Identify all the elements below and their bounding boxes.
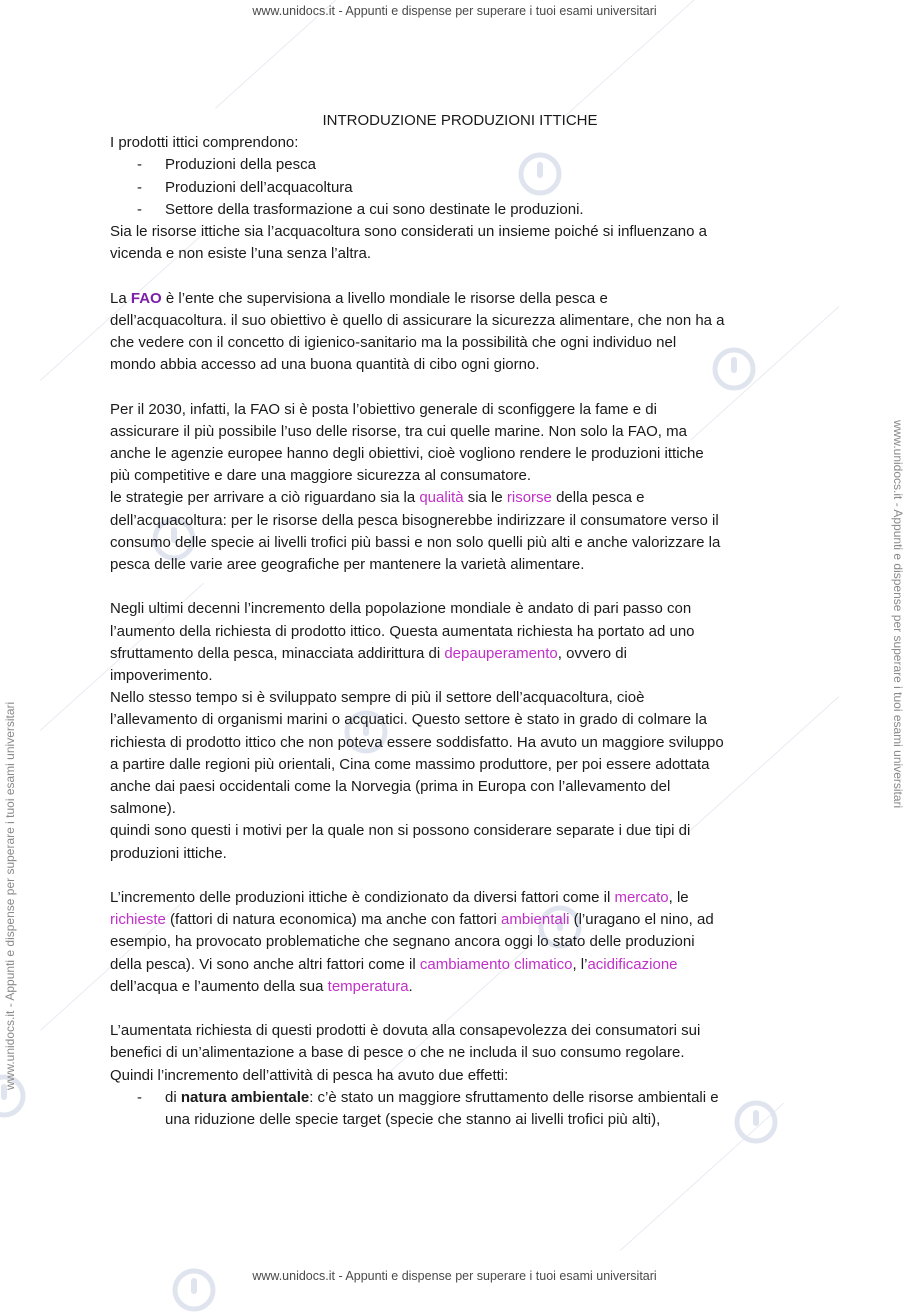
highlight-term: temperatura <box>327 977 409 995</box>
highlight-term: mercato <box>614 889 669 907</box>
side-banner-left[interactable]: www.unidocs.it - Appunti e dispense per superare i tuoi esami universitari <box>3 701 17 1090</box>
factors-paragraph-line: dell’acqua e l’aumento della sua temperatura. <box>110 977 413 995</box>
intro-paragraph-line: vicenda e non esiste l’una senza l’altra. <box>110 245 371 263</box>
goals-paragraph-line: assicurare il più possibile l’uso delle risorse, tra cui quelle marine. Non solo la FAO, ma <box>110 422 687 440</box>
decades-paragraph-line: l’aumento della richiesta di prodotto ittico. Questa aumentata richiesta ha portato ad uno <box>110 622 695 640</box>
highlight-term: ambientali <box>501 911 570 929</box>
spacer <box>110 865 810 887</box>
bullet-dash: - <box>137 156 142 174</box>
goals-paragraph-line: le strategie per arrivare a ciò riguardano sia la qualità sia le risorse della pesca e <box>110 489 645 507</box>
effects-list <box>110 1087 810 1131</box>
highlight-term: acidificazione <box>587 955 678 973</box>
decades-paragraph-line: Nello stesso tempo si è sviluppato sempre di più il settore dell’acquacoltura, cioè <box>110 689 645 707</box>
decades-paragraph-line: anche dai paesi occidentali come la Norvegia (prima in Europa con l’allevamento del <box>110 778 671 796</box>
bullet-dash: - <box>137 200 142 218</box>
list-item: - Settore della trasformazione a cui sono destinate le produzioni. <box>110 199 810 221</box>
highlight-term: risorse <box>506 489 552 507</box>
list-item: - Produzioni dell’acquacoltura <box>110 177 810 199</box>
bullet-dash: - <box>137 178 142 196</box>
factors-paragraph-line: della pesca). Vi sono anche altri fattori come il cambiamento climatico, l’acidificazione <box>110 955 678 973</box>
fao-paragraph-line: La FAO è l’ente che supervisiona a livello mondiale le risorse della pesca e <box>110 289 608 307</box>
watermark-line <box>560 0 724 121</box>
decades-paragraph-line: sfruttamento della pesca, minacciata addirittura di depauperamento, ovvero di <box>110 644 627 662</box>
decades-paragraph-line: impoverimento. <box>110 667 213 685</box>
demand-paragraph-line: benefici di un’alimentazione a base di pesce o che ne includa il suo consumo regolare. <box>110 1044 685 1062</box>
highlight-term: qualità <box>419 489 464 507</box>
bullet-dash: - <box>137 1088 142 1106</box>
highlight-term: depauperamento <box>444 644 558 662</box>
decades-paragraph-line: quindi sono questi i motivi per la quale non si possono considerare separate i due tipi di <box>110 822 691 840</box>
spacer <box>110 576 810 598</box>
demand-paragraph-line: L’aumentata richiesta di questi prodotti è dovuta alla consapevolezza dei consumatori sui <box>110 1022 701 1040</box>
spacer <box>110 998 810 1020</box>
spacer <box>110 376 810 398</box>
factors-paragraph-line: richieste (fattori di natura economica) ma anche con fattori ambientali (l’uragano el nino, ad <box>110 911 714 929</box>
fao-highlight: FAO <box>130 289 162 307</box>
intro-list <box>110 154 810 221</box>
goals-paragraph-line: dell’acquacoltura: per le risorse della pesca bisognerebbe indirizzare il consumatore verso il <box>110 511 719 529</box>
decades-paragraph-line: salmone). <box>110 800 176 818</box>
demand-paragraph-line: Quindi l’incremento dell’attività di pesca ha avuto due effetti: <box>110 1066 509 1084</box>
goals-paragraph-line: consumo delle specie ai livelli trofici più bassi e non solo quelli più alti e anche valorizzare la <box>110 533 721 551</box>
factors-paragraph-line: L’incremento delle produzioni ittiche è condizionato da diversi fattori come il mercato, le <box>110 889 689 907</box>
page-title: INTRODUZIONE PRODUZIONI ITTICHE <box>322 112 598 129</box>
fao-paragraph-line: che vedere con il concetto di igienico-sanitario ma la possibilità che ogni individuo nel <box>110 334 677 352</box>
intro-lead: I prodotti ittici comprendono: <box>110 134 299 152</box>
spacer <box>110 265 810 287</box>
highlight-term: richieste <box>110 911 166 929</box>
document-body <box>110 110 810 1131</box>
footer-banner[interactable]: www.unidocs.it - Appunti e dispense per superare i tuoi esami universitari <box>252 1269 657 1283</box>
list-item: - Produzioni della pesca <box>110 154 810 176</box>
intro-paragraph-line: Sia le risorse ittiche sia l’acquacoltura sono considerati un insieme poiché si influenzano a <box>110 223 707 241</box>
fao-paragraph-line: mondo abbia accesso ad una buona quantità di cibo ogni giorno. <box>110 356 540 374</box>
fao-paragraph-line: dell’acquacoltura. il suo obiettivo è quello di assicurare la sicurezza alimentare, che non ha a <box>110 311 725 329</box>
bold-term: natura ambientale <box>180 1088 310 1106</box>
goals-paragraph-line: anche le agenzie europee hanno degli obiettivi, cioè vogliono rendere le produzioni ittiche <box>110 445 704 463</box>
decades-paragraph-line: l’allevamento di organismi marini o acquatici. Questo settore è stato in grado di colmare la <box>110 711 707 729</box>
goals-paragraph-line: Per il 2030, infatti, la FAO si è posta l’obiettivo generale di sconfiggere la fame e di <box>110 400 657 418</box>
header-banner[interactable]: www.unidocs.it - Appunti e dispense per superare i tuoi esami universitari <box>252 4 657 18</box>
goals-paragraph-line: più competitive e dare una maggiore sicurezza al consumatore. <box>110 467 532 485</box>
goals-paragraph-line: pesca delle varie aree geografiche per mantenere la varietà alimentare. <box>110 556 585 574</box>
decades-paragraph-line: Negli ultimi decenni l’incremento della popolazione mondiale è andato di pari passo con <box>110 600 692 618</box>
highlight-term: cambiamento climatico <box>419 955 573 973</box>
decades-paragraph-line: a partire dalle regioni più orientali, Cina come massimo produttore, per poi essere adottata <box>110 755 710 773</box>
decades-paragraph-line: richiesta di prodotto ittico che non poteva essere soddisfatto. Ha avuto un maggiore sviluppo <box>110 733 724 751</box>
side-banner-right[interactable]: www.unidocs.it - Appunti e dispense per superare i tuoi esami universitari <box>891 420 905 809</box>
decades-paragraph-line: produzioni ittiche. <box>110 844 227 862</box>
factors-paragraph-line: esempio, ha provocato problematiche che segnano ancora oggi lo stato delle produzioni <box>110 933 695 951</box>
list-item: - di natura ambientale: c’è stato un maggiore sfruttamento delle risorse ambientali e una riduzione delle specie target (specie che stanno ai livelli trofici più alti), <box>137 1088 719 1129</box>
